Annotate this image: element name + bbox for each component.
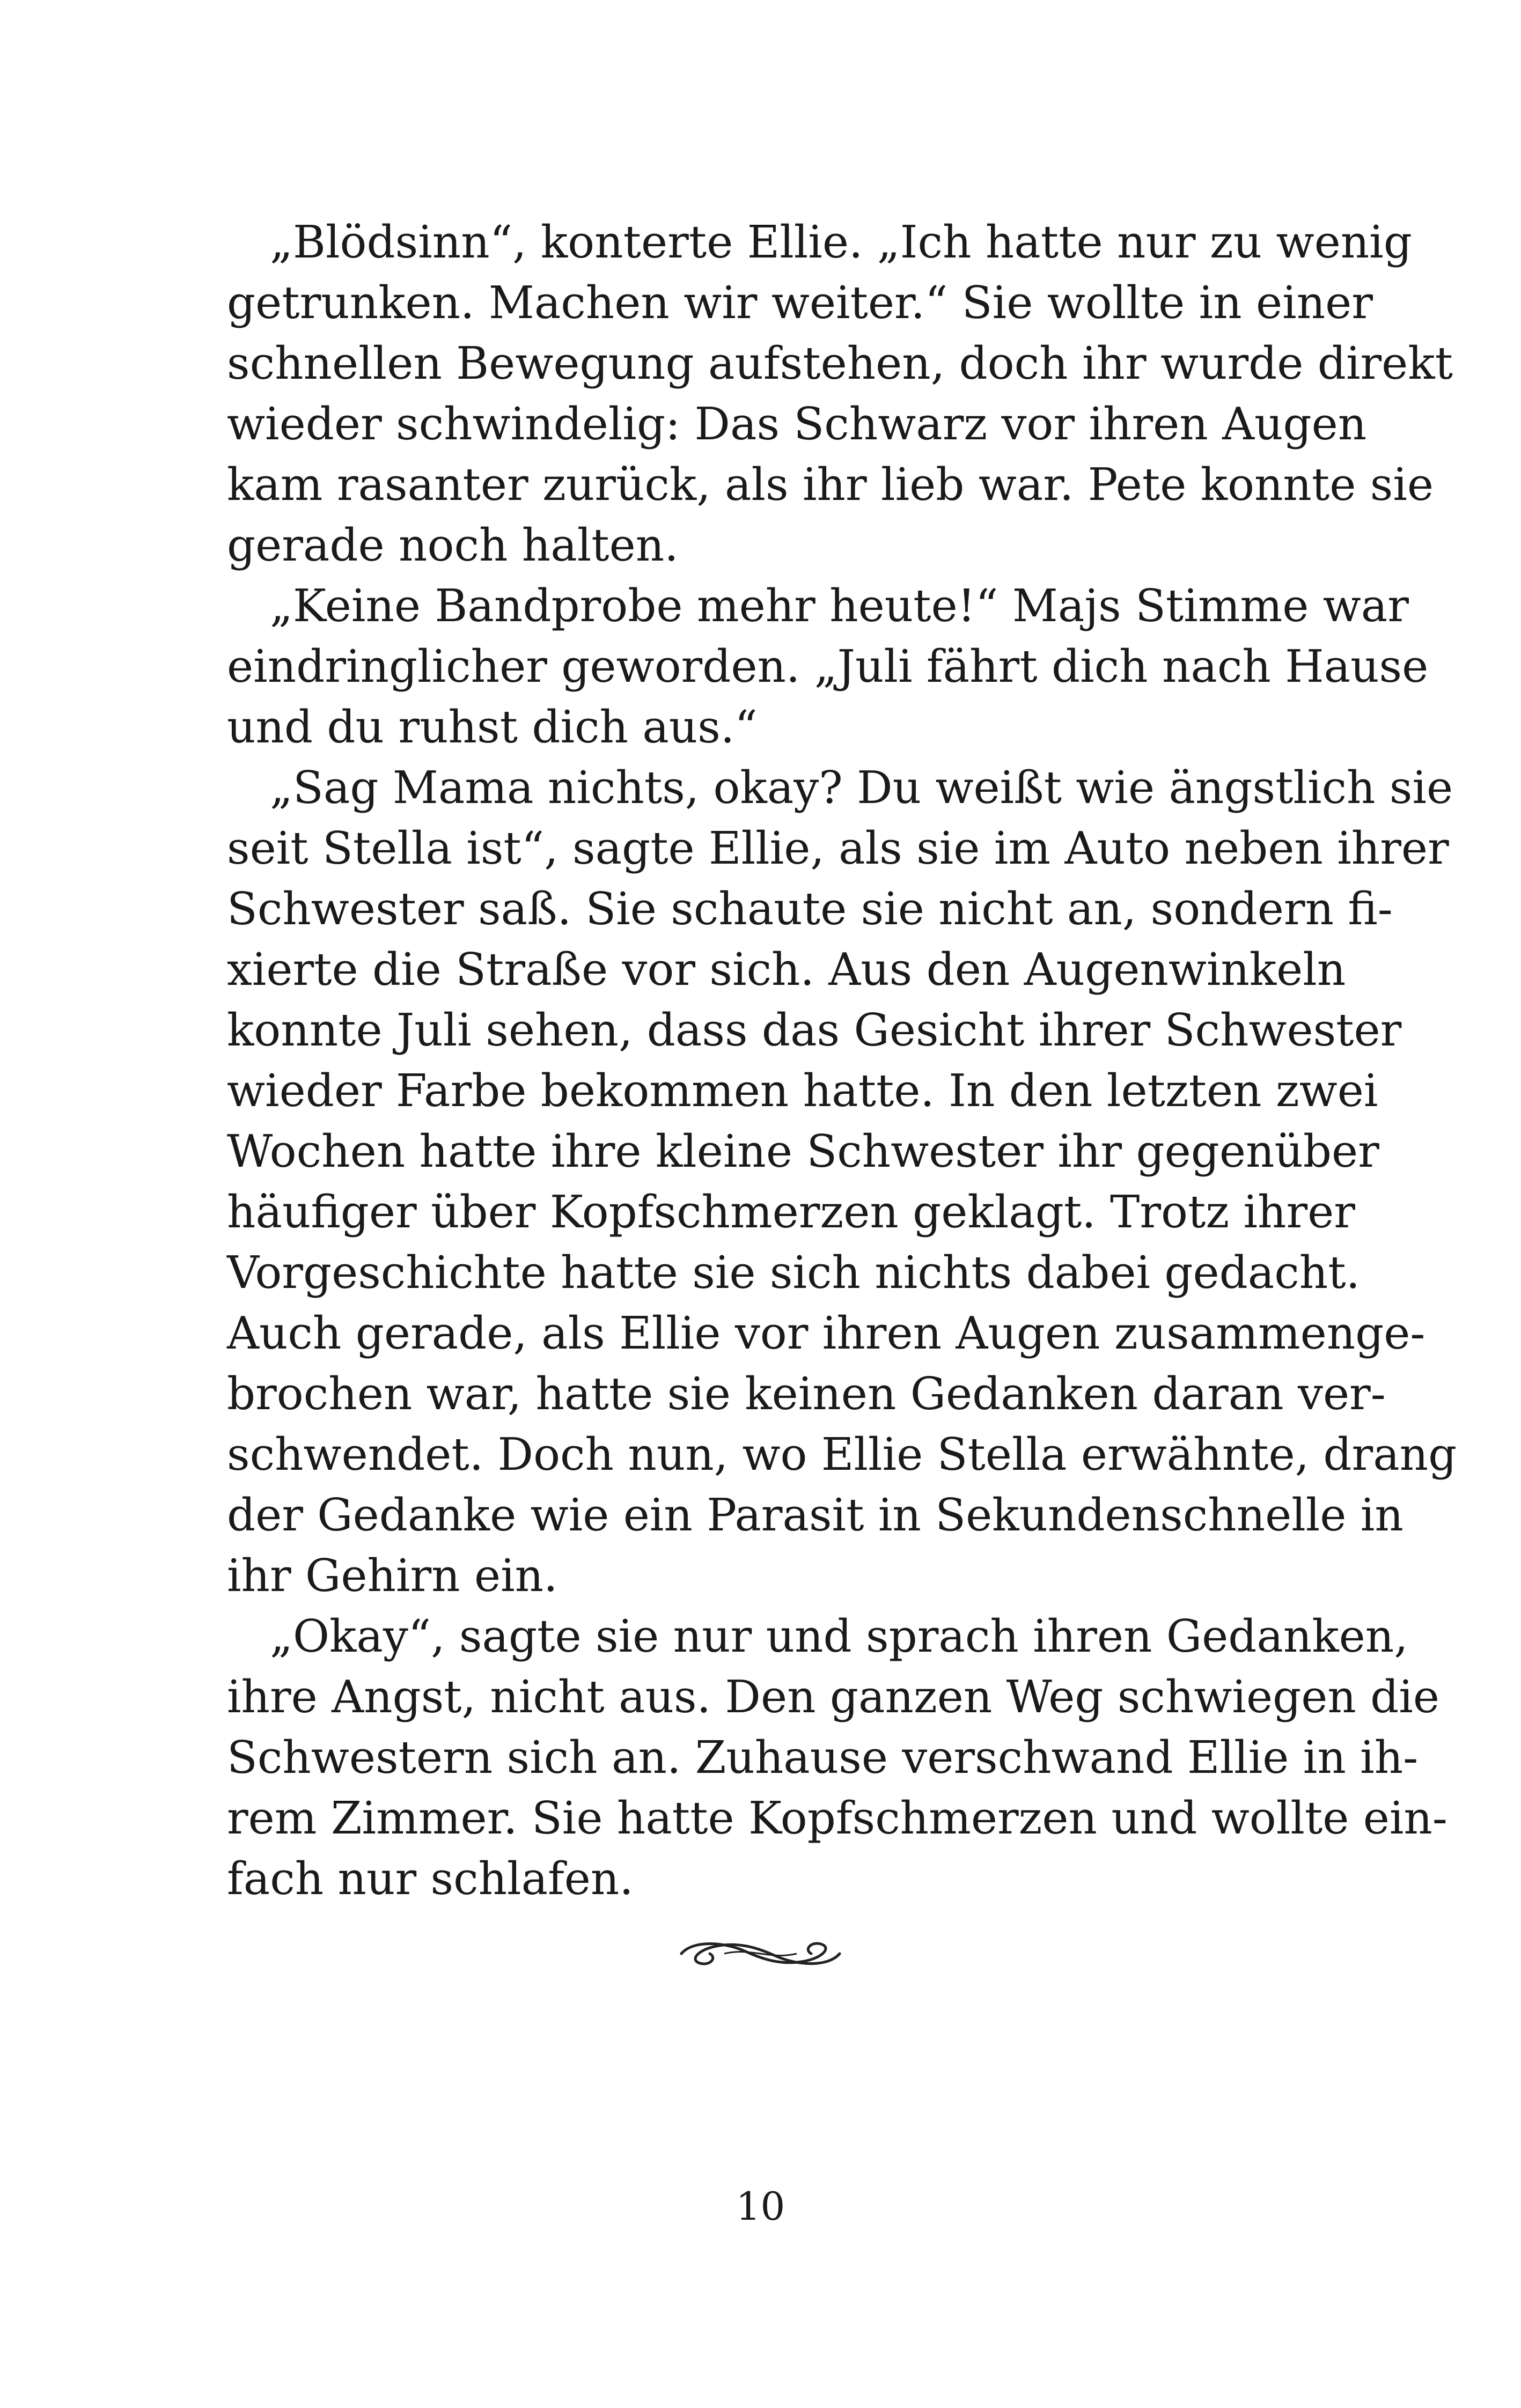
- flourish-divider-icon: [671, 1931, 850, 1977]
- text-line: und du ruhst dich aus.“: [227, 701, 758, 753]
- text-line: Schwestern sich an. Zuhause verschwand Ellie in ih-: [227, 1732, 1419, 1784]
- text-line: der Gedanke wie ein Parasit in Sekundenschnelle in: [227, 1489, 1404, 1541]
- text-line: brochen war, hatte sie keinen Gedanken daran ver-: [227, 1368, 1386, 1420]
- text-line: „Sag Mama nichts, okay? Du weißt wie ängstlich sie: [270, 762, 1453, 814]
- text-line: wieder schwindelig: Das Schwarz vor ihren Augen: [227, 398, 1367, 450]
- text-line: häufiger über Kopfschmerzen geklagt. Trotz ihrer: [227, 1186, 1355, 1238]
- body-text: [227, 212, 1457, 1909]
- text-line: xierte die Straße vor sich. Aus den Augenwinkeln: [227, 944, 1346, 996]
- text-line: wieder Farbe bekommen hatte. In den letzten zwei: [227, 1065, 1378, 1117]
- text-line: ihre Angst, nicht aus. Den ganzen Weg schwiegen die: [227, 1671, 1439, 1723]
- text-line: gerade noch halten.: [227, 519, 679, 571]
- text-line: fach nur schlafen.: [227, 1853, 634, 1905]
- text-line: rem Zimmer. Sie hatte Kopfschmerzen und wollte ein-: [227, 1792, 1447, 1844]
- text-line: kam rasanter zurück, als ihr lieb war. Pete konnte sie: [227, 459, 1434, 511]
- text-line: getrunken. Machen wir weiter.“ Sie wollte in einer: [227, 277, 1373, 329]
- text-line: „Okay“, sagte sie nur und sprach ihren Gedanken,: [270, 1610, 1408, 1662]
- text-line: „Blödsinn“, konterte Ellie. „Ich hatte nur zu wenig: [270, 216, 1412, 268]
- text-line: Schwester saß. Sie schaute sie nicht an, sondern fi-: [227, 883, 1393, 935]
- text-line: Auch gerade, als Ellie vor ihren Augen zusammenge-: [227, 1307, 1426, 1359]
- text-line: Vorgeschichte hatte sie sich nichts dabei gedacht.: [227, 1247, 1360, 1299]
- text-line: konnte Juli sehen, dass das Gesicht ihrer Schwester: [227, 1004, 1402, 1056]
- text-line: eindringlicher geworden. „Juli fährt dich nach Hause: [227, 640, 1429, 693]
- text-line: seit Stella ist“, sagte Ellie, als sie im Auto neben ihrer: [227, 822, 1449, 874]
- text-line: „Keine Bandprobe mehr heute!“ Majs Stimme war: [270, 580, 1409, 632]
- page-number: 10: [736, 2184, 785, 2229]
- text-line: schwendet. Doch nun, wo Ellie Stella erwähnte, drang: [227, 1428, 1457, 1481]
- text-line: Wochen hatte ihre kleine Schwester ihr gegenüber: [227, 1125, 1379, 1177]
- text-line: ihr Gehirn ein.: [227, 1550, 558, 1602]
- text-line: schnellen Bewegung aufstehen, doch ihr wurde direkt: [227, 337, 1453, 389]
